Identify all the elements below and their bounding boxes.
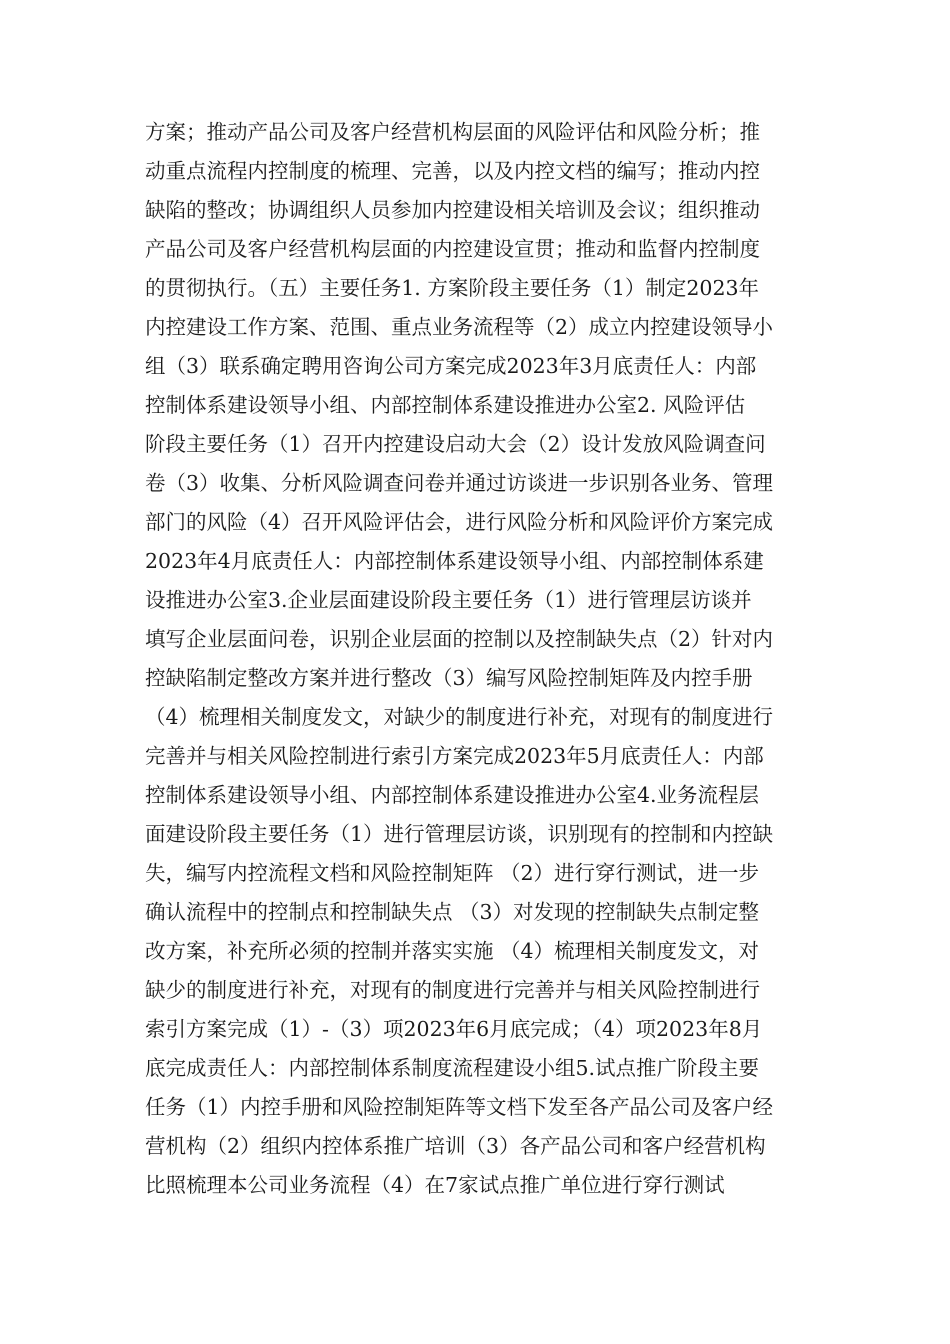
text-line: 改方案，补充所必须的控制并落实实施 （4）梳理相关制度发文，对 [145, 939, 760, 963]
text-line: 控制体系建设领导小组、内部控制体系建设推进办公室4.业务流程层 [145, 783, 760, 807]
text-line: 缺陷的整改；协调组织人员参加内控建设相关培训及会议；组织推动 [145, 198, 760, 222]
text-line: 的贯彻执行。（五）主要任务1. 方案阶段主要任务（1）制定2023年 [145, 276, 760, 300]
text-line: 面建设阶段主要任务（1）进行管理层访谈，识别现有的控制和内控缺 [145, 822, 774, 846]
text-line: 方案；推动产品公司及客户经营机构层面的风险评估和风险分析；推 [145, 120, 760, 144]
text-line: 卷（3）收集、分析风险调查问卷并通过访谈进一步识别各业务、管理 [145, 471, 774, 495]
text-line: （4）梳理相关制度发文，对缺少的制度进行补充，对现有的制度进行 [145, 705, 774, 729]
text-line: 索引方案完成（1）-（3）项2023年6月底完成；（4）项2023年8月 [145, 1017, 763, 1041]
body-text [145, 113, 810, 1205]
text-line: 任务（1）内控手册和风险控制矩阵等文档下发至各产品公司及客户经 [145, 1095, 774, 1119]
text-line: 底完成责任人：内部控制体系制度流程建设小组5.试点推广阶段主要 [145, 1056, 760, 1080]
text-line: 部门的风险（4）召开风险评估会，进行风险分析和风险评价方案完成 [145, 510, 774, 534]
text-line: 控制体系建设领导小组、内部控制体系建设推进办公室2. 风险评估 [145, 393, 746, 417]
text-line: 营机构（2）组织内控体系推广培训（3）各产品公司和客户经营机构 [145, 1134, 766, 1158]
text-line: 阶段主要任务（1）召开内控建设启动大会（2）设计发放风险调查问 [145, 432, 766, 456]
text-line: 缺少的制度进行补充，对现有的制度进行完善并与相关风险控制进行 [145, 978, 760, 1002]
text-line: 动重点流程内控制度的梳理、完善，以及内控文档的编写；推动内控 [145, 159, 760, 183]
text-line: 失，编写内控流程文档和风险控制矩阵 （2）进行穿行测试，进一步 [145, 861, 760, 885]
text-line: 填写企业层面问卷，识别企业层面的控制以及控制缺失点（2）针对内 [145, 627, 774, 651]
text-line: 组（3）联系确定聘用咨询公司方案完成2023年3月底责任人：内部 [145, 354, 757, 378]
text-line: 2023年4月底责任人：内部控制体系建设领导小组、内部控制体系建 [145, 549, 764, 573]
text-line: 确认流程中的控制点和控制缺失点 （3）对发现的控制缺失点制定整 [145, 900, 760, 924]
text-line: 内控建设工作方案、范围、重点业务流程等（2）成立内控建设领导小 [145, 315, 774, 339]
text-line: 产品公司及客户经营机构层面的内控建设宣贯；推动和监督内控制度 [145, 237, 760, 261]
text-line: 比照梳理本公司业务流程（4）在7家试点推广单位进行穿行测试 [145, 1173, 725, 1197]
text-line: 完善并与相关风险控制进行索引方案完成2023年5月底责任人：内部 [145, 744, 764, 768]
text-line: 控缺陷制定整改方案并进行整改（3）编写风险控制矩阵及内控手册 [145, 666, 753, 690]
text-line: 设推进办公室3.企业层面建设阶段主要任务（1）进行管理层访谈并 [145, 588, 752, 612]
